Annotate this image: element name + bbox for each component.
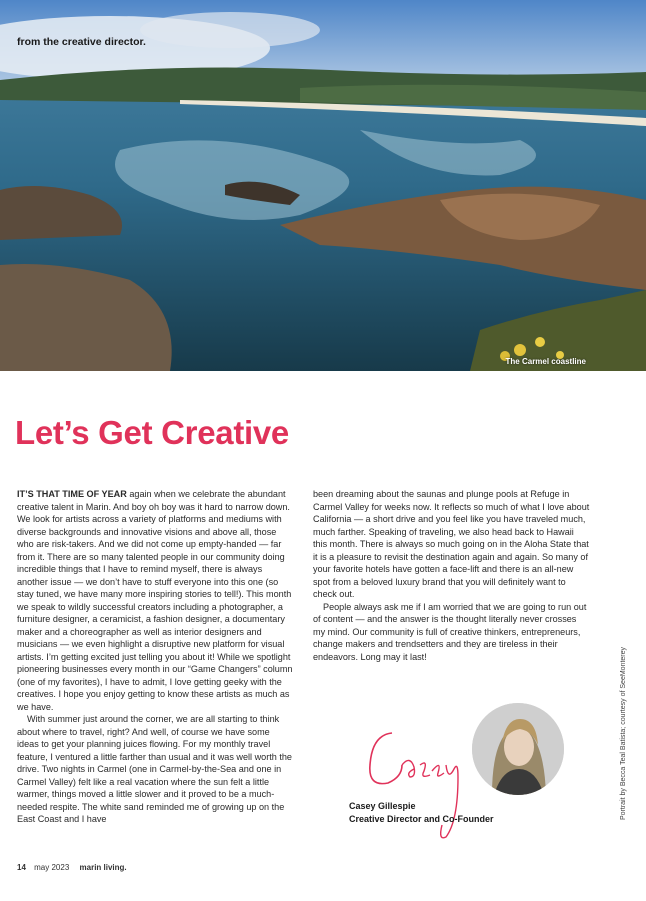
author-name: Casey Gillespie bbox=[349, 801, 416, 811]
page-headline: Let’s Get Creative bbox=[15, 414, 289, 451]
paragraph-2: With summer just around the corner, we are all starting to think about where to travel, right? And well, of course we have some ideas to get your planning juices flowing. For my monthly travel feature, I ventured a little farther than usual and it was well worth the drive. Two nights in Carmel (one in Carmel-by-the-Sea and one in Carmel Valley) felt like a real vacation where the sun felt a little warmer, things moved a little slower and it proved to be a much-needed respite. The white sand reminded me of growing up on the East Coast and I have bbox=[17, 714, 292, 824]
paragraph-2-continued: been dreaming about the saunas and plunge pools at Refuge in Carmel Valley for weeks now. It reflects so much of what I love about California — a short drive and you feel like you have traveled much, much farther. Speaking of traveling, we also head back to Hawaii this month. There is always so much going on in the Aloha State that it is a pleasure to revisit the destination again and again. So many of your favorite hotels have gotten a face-lift and there is an all-new spot from a beloved luxury brand that you will definitely want to check out. bbox=[313, 489, 590, 599]
author-signature bbox=[362, 725, 482, 845]
photo-caption: The Carmel coastline bbox=[505, 357, 586, 366]
article-column-right bbox=[313, 488, 590, 663]
author-title: Creative Director and Co-Founder bbox=[349, 814, 494, 824]
paragraph-1 bbox=[17, 488, 293, 713]
photo-credit: Portrait by Becca Teal Batista; courtesy of SeeMonterey bbox=[620, 646, 627, 820]
lead-in: IT’S THAT TIME OF YEAR bbox=[17, 489, 127, 499]
author-portrait bbox=[472, 703, 564, 795]
author-signoff bbox=[349, 800, 494, 826]
article-column-left bbox=[17, 488, 293, 826]
issue-date: may 2023 bbox=[34, 863, 70, 872]
hero-photo-carmel-coastline bbox=[0, 0, 646, 371]
magazine-brand: marin living. bbox=[79, 863, 127, 872]
paragraph-1-text: again when we celebrate the abundant creative talent in Marin. And boy oh boy was it hard to narrow down. We look for artists across a variety of platforms and mediums with diverse backgrounds and innovative visions and above all, those who are risk-takers. And we did not come up empty-handed — far from it. There are so many talented people in our community doing incredible things that I have to remind myself, there is always another issue — we don’t have to stuff everyone into this one (so stay tuned, we have many more inspiring stories to tell!). This month we speak to wildly successful creators including a photographer, a furniture designer, a ceramicist, a fashion designer, a documentary maker and a choreographer as well as interior designers and musicians — we even highlight a disruptive new platform for visual artists. I’m getting excited just telling you about it! While we spotlight pioneering businesses every month in our “Game Changers” column (one of my favorites), I have to admit, I love getting geeky with the creatives. I hope you enjoy getting to know these artists as much as we have. bbox=[17, 489, 293, 712]
page-footer bbox=[17, 863, 127, 872]
paragraph-3: People always ask me if I am worried that we are going to run out of content — and the answer is the thought literally never crosses my mind. Our community is full of creative thinkers, entrepreneurs, change makers and trendsetters and they are tireless in their endeavors. Long may it last! bbox=[313, 601, 587, 662]
page-number: 14 bbox=[17, 863, 26, 872]
section-kicker: from the creative director. bbox=[17, 36, 146, 48]
